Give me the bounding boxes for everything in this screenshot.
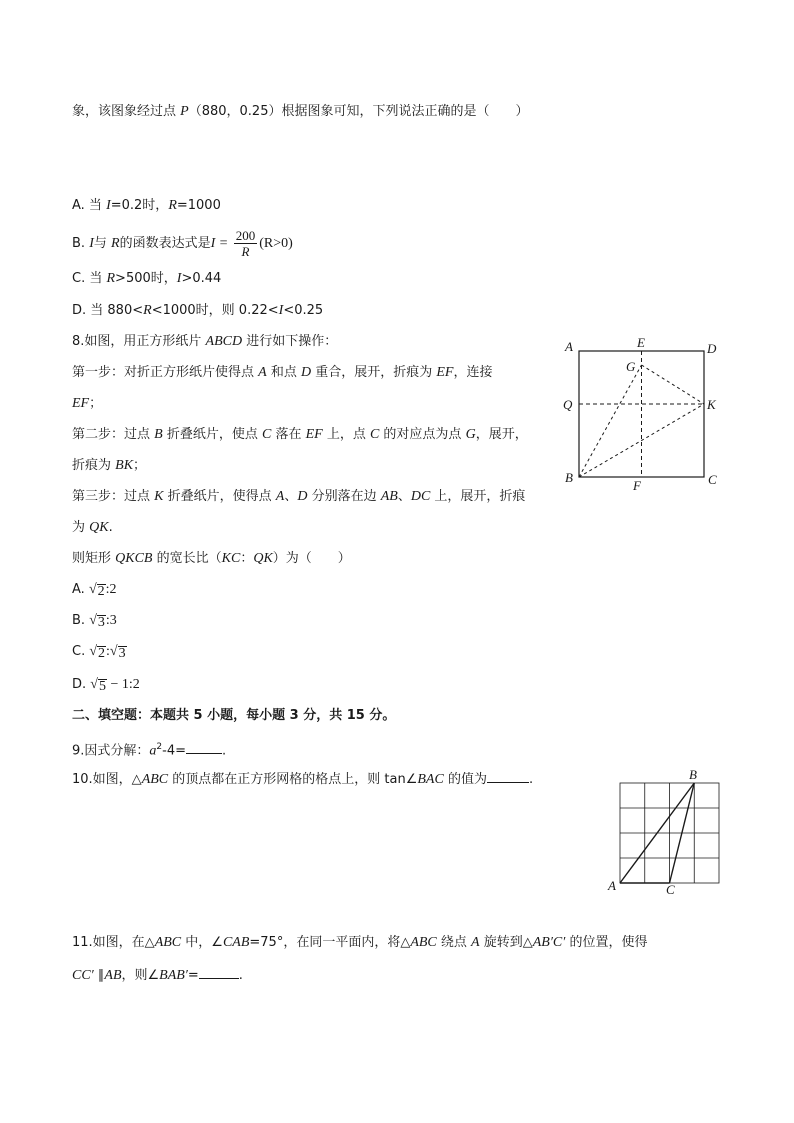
q8-stem-text: 8.如图，用正方形纸片: [72, 334, 206, 349]
q8-point-a: A: [258, 365, 267, 380]
radicand: 5: [98, 679, 106, 694]
q7-formula-lhs: I =: [210, 236, 232, 251]
q8-segment-qk: QK: [253, 551, 273, 566]
q10-triangle-name: ABC: [141, 772, 169, 787]
q8-step2-text-c: 落在: [271, 427, 306, 442]
q8-segment-qk: QK: [89, 520, 109, 535]
q10-answer-blank[interactable]: [487, 770, 529, 783]
label-c: C: [666, 882, 675, 896]
label-b: B: [565, 470, 573, 485]
q8-option-d-rest: − 1:2: [106, 677, 140, 692]
q10-text: 10.如图，△: [72, 772, 142, 787]
q11-text-c: =75°，在同一平面内，将△: [249, 935, 411, 950]
label-a: A: [608, 878, 616, 893]
q8-segment-kc: KC: [221, 551, 241, 566]
q7-option-c-prefix: C. 当: [72, 271, 107, 286]
section-2-description: 本题共 5 小题，每小题 3 分，共 15 分。: [150, 708, 396, 723]
q8-step3-line2: [72, 519, 113, 537]
q8-step2-text-f: ，展开，: [475, 427, 528, 442]
q8-step1-text-b: 和点: [266, 365, 301, 380]
q7-formula-fraction: [234, 228, 258, 259]
q8-option-c-colon: :: [106, 644, 110, 659]
q8-option-d: [72, 676, 140, 694]
q7-option-c: [72, 270, 221, 288]
q8-option-a: [72, 581, 117, 599]
q7-option-b: [72, 228, 293, 260]
q11-line1: [72, 934, 647, 952]
q7-option-a-mid: =0.2时，: [110, 198, 169, 213]
sqrt-symbol: [90, 676, 107, 694]
q8-question: [72, 550, 351, 568]
label-d: D: [707, 341, 717, 356]
q7-var-r: R: [111, 236, 120, 251]
q8-segment-bk: BK: [115, 458, 134, 473]
q8-rectangle-name: QKCB: [115, 551, 153, 566]
q8-step2-text-e: 的对应点为点: [379, 427, 466, 442]
q7-var-i: I: [89, 236, 94, 251]
q8-step3-end: .: [108, 520, 113, 535]
q7-option-a: [72, 197, 221, 215]
q8-segment-ef: EF: [436, 365, 454, 380]
q8-segment-ef: EF: [305, 427, 323, 442]
radicand: 3: [118, 646, 126, 661]
q7-fraction-denominator: R: [241, 244, 250, 259]
q7-var-i: I: [176, 271, 182, 286]
q8-point-b: B: [154, 427, 163, 442]
section-2-title: 二、填空题：: [72, 708, 151, 723]
q8-point-c: C: [261, 427, 272, 442]
q8-step1-end: ；: [89, 396, 103, 411]
q11-text-f: 的位置，使得: [565, 935, 648, 950]
sqrt-symbol: [89, 612, 106, 630]
q8-step3-text-c: 、: [284, 489, 298, 504]
q8-segment-dc: DC: [410, 489, 431, 504]
q11-text-d: 绕点: [436, 935, 472, 950]
radical-sign: √: [88, 582, 97, 597]
q7-option-d-end: <0.25: [283, 303, 324, 318]
q8-point-a: A: [275, 489, 285, 504]
q8-step2-text-b: 折叠纸片，使点: [162, 427, 262, 442]
q8-option-c: [72, 643, 127, 661]
q8-point-c: C: [369, 427, 380, 442]
label-a: A: [565, 339, 573, 354]
grid-lines: [620, 783, 719, 883]
q7-var-r: R: [168, 198, 177, 213]
q10-end: .: [528, 772, 534, 787]
q8-point-d: D: [300, 365, 312, 380]
radicand: 3: [97, 615, 105, 630]
q8-step2-line2: [72, 457, 146, 475]
q7-var-i: I: [106, 198, 111, 213]
q11-point-a: A: [471, 935, 480, 950]
q7-question-text: 根据图象可知，下列说法正确的是（ ）: [281, 104, 529, 119]
q8-point-g: G: [465, 427, 476, 442]
q7-point-coords: （880，0.25）: [188, 104, 282, 119]
q8-step3-text: 第三步：过点: [72, 489, 155, 504]
q8-option-d-prefix: D.: [72, 677, 91, 692]
q8-option-a-rest: :2: [105, 582, 117, 597]
radical-sign: √: [89, 613, 97, 628]
q8-step3-text-d: 分别落在边: [307, 489, 381, 504]
q11-text-b: 中，∠: [181, 935, 223, 950]
q7-intro: [72, 103, 528, 121]
radicand: 2: [98, 646, 106, 661]
q8-step1-line1: [72, 364, 492, 382]
q8-question-text-b: 的宽长比（: [152, 551, 222, 566]
q7-formula-condition: (R>0): [259, 236, 293, 251]
q8-question-text: 则矩形: [72, 551, 116, 566]
section-2-header: [72, 707, 395, 725]
radical-sign: √: [89, 644, 98, 659]
q7-option-c-end: >0.44: [181, 271, 222, 286]
label-q: Q: [563, 397, 573, 412]
q11-answer-blank[interactable]: [199, 966, 239, 979]
segment-gk: [642, 365, 705, 404]
q8-question-colon: ：: [240, 551, 254, 566]
q7-point-p: P: [180, 104, 189, 119]
label-c: C: [708, 472, 717, 487]
radical-sign: √: [109, 644, 118, 659]
q7-option-a-end: =1000: [176, 198, 221, 213]
q10-text-b: 的顶点都在正方形网格的格点上，则 tan∠: [168, 772, 418, 787]
sqrt-symbol: [110, 643, 127, 661]
q8-step1-text-d: ，连接: [453, 365, 493, 380]
sqrt-symbol: [89, 581, 106, 599]
q11-angle-babp: BAB′: [159, 968, 188, 983]
q7-option-d: [72, 302, 323, 320]
q11-text-b2: ，则∠: [121, 968, 160, 983]
q7-option-b-prefix: B.: [72, 236, 90, 251]
q7-option-d-mid: <1000时，则 0.22<: [151, 303, 279, 318]
q8-option-b-rest: :3: [105, 613, 117, 628]
q8-step3-text-f: 上，展开，折痕: [430, 489, 526, 504]
q8-step2-text-d: 上，点: [322, 427, 370, 442]
q11-text: 11.如图，在△: [72, 935, 155, 950]
label-g: G: [626, 359, 636, 374]
q8-step1-text: 第一步：对折正方形纸片使得点: [72, 365, 259, 380]
q8-segment-ef: EF: [72, 396, 90, 411]
q8-step1-line2: [72, 395, 102, 413]
q11-parallel-symbol: ∥: [93, 968, 105, 983]
q7-option-b-mid: 与: [93, 236, 111, 251]
label-k: K: [707, 397, 716, 412]
q9-var-a: a: [149, 743, 157, 759]
q8-stem: [72, 333, 337, 351]
q11-rotated-triangle: AB′C′: [532, 935, 566, 950]
q8-step2-end: ；: [133, 458, 147, 473]
q8-point-d: D: [297, 489, 308, 504]
radical-sign: √: [90, 677, 98, 692]
q8-step3-text-e: 、: [397, 489, 411, 504]
q8-square-name: ABCD: [205, 334, 243, 349]
q8-step3-line1: [72, 488, 525, 506]
q7-option-c-mid: >500时，: [115, 271, 177, 286]
q8-stem-end: 进行如下操作：: [242, 334, 338, 349]
q10: [72, 770, 533, 789]
q10-grid-figure: [603, 766, 728, 896]
q8-step3-text-b: 折叠纸片，使得点: [163, 489, 276, 504]
q9-answer-blank[interactable]: [186, 741, 222, 754]
q8-square-figure: [555, 335, 735, 495]
q11-text-e: 旋转到△: [479, 935, 533, 950]
q8-step2-text: 第二步：过点: [72, 427, 155, 442]
q8-option-c-prefix: C.: [72, 644, 90, 659]
q7-var-i: I: [278, 303, 284, 318]
q8-point-k: K: [154, 489, 164, 504]
q7-option-a-prefix: A. 当: [72, 198, 107, 213]
q11-triangle-name: ABC: [154, 935, 182, 950]
q10-angle-name: BAC: [417, 772, 444, 787]
q11-equals: =: [187, 968, 199, 983]
q8-step2-line1: [72, 426, 528, 444]
q9-exponent: 2: [156, 742, 163, 752]
q7-var-r: R: [106, 271, 116, 286]
q10-text-c: 的值为: [443, 772, 487, 787]
label-b: B: [689, 767, 697, 782]
radicand: 2: [97, 584, 105, 599]
segment-bg: [579, 365, 642, 477]
q11-end: .: [238, 968, 243, 983]
q11-line2: [72, 966, 243, 985]
q9-text: 9.因式分解：: [72, 743, 150, 759]
q8-question-end: ）为（ ）: [272, 551, 351, 566]
q8-step3-crease-text: 为: [72, 520, 90, 535]
q9-end: .: [222, 743, 227, 759]
q9-rest: -4=: [162, 743, 186, 759]
sqrt-symbol: [89, 643, 106, 661]
q7-option-b-text: 的函数表达式是: [119, 236, 211, 251]
q11-segment-ab: AB: [104, 968, 122, 983]
q11-angle-name: CAB: [222, 935, 250, 950]
q8-option-b: [72, 612, 117, 630]
q8-step1-text-c: 重合，展开，折痕为: [311, 365, 437, 380]
q11-triangle-name: ABC: [410, 935, 437, 950]
label-e: E: [637, 335, 645, 350]
q7-intro-text: 象，该图象经过点: [72, 104, 181, 119]
q8-option-b-prefix: B.: [72, 613, 90, 628]
q11-segment-ccp: CC′: [72, 968, 94, 983]
q8-option-a-prefix: A.: [72, 582, 89, 597]
q8-segment-ab: AB: [380, 489, 398, 504]
label-f: F: [633, 478, 641, 493]
q9: [72, 738, 226, 760]
q8-step2-crease-text: 折痕为: [72, 458, 116, 473]
q7-option-d-prefix: D. 当 880<: [72, 303, 144, 318]
q7-fraction-numerator: 200: [235, 228, 256, 243]
q7-var-r: R: [143, 303, 152, 318]
